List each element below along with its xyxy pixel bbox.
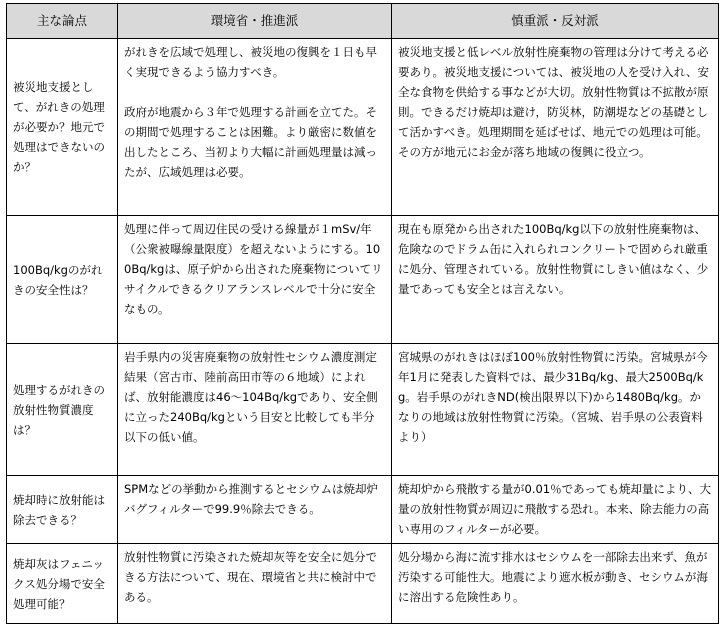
con-cell [392, 476, 719, 544]
topic-cell: 被災地支援として、がれきの処理が必要か？地元で処理はできないのか？ [7, 39, 118, 216]
header-con: 慎重派・反対派 [392, 4, 719, 39]
con-cell [392, 216, 719, 344]
topic-cell: 焼却灰はフェニックス処分場で安全処理可能？ [7, 544, 118, 624]
con-paragraph: 現在も原発から出された100Bq/kg以下の放射性廃棄物は、危険なのでドラム缶に入れられコンクリートで固められ厳重に処分、管理されている。放射性物質にしきい値はなく、少量であっても安全とは言えない。 [398, 222, 709, 296]
pro-cell [118, 39, 392, 216]
pro-paragraph: SPMなどの挙動から推測するとセシウムは焼却炉バグフィルターで99.9％除去できる。 [124, 482, 379, 516]
pro-paragraph: 放射性物質に汚染された焼却灰等を安全に処分できる方法について、現在、環境省と共に検討中である。 [124, 550, 377, 604]
table-row [7, 476, 719, 544]
pro-cell [118, 476, 392, 544]
table-header-row [7, 4, 719, 39]
topic-cell: 処理するがれきの放射性物質濃度は？ [7, 344, 118, 476]
con-paragraph: 焼却炉から飛散する量が0.01％であっても焼却量により、大量の放射性物質が周辺に飛散する恐れ。本来、除去能力の高い専用のフィルターが必要。 [398, 482, 711, 536]
header-pro: 環境省・推進派 [118, 4, 392, 39]
con-cell [392, 544, 719, 624]
table-row [7, 544, 719, 624]
con-paragraph: 被災地支援と低レベル放射性廃棄物の管理は分けて考える必要あり。被災地支援については、被災地の人を受け入れ、安全な食物を供給する事などが大切。放射性物質は不拡散が原則。できるだけ焼却は避け，防災林，防潮堤などの基礎として活かすべき。処理期間を延ばせば、地元での処理は可能。その方が地元にお金が落ち地域の復興に役立つ。 [398, 45, 709, 159]
pro-paragraph: 岩手県内の災害廃棄物の放射性セシウム濃度測定結果（宮古市、陸前高田市等の６地域）によれば、放射能濃度は46～104Bq/kgであり、安全側に立った240Bq/kgという目安と比較しても半分以下の低い値。 [124, 350, 378, 444]
pro-cell [118, 216, 392, 344]
pro-cell [118, 344, 392, 476]
con-cell [392, 39, 719, 216]
pro-paragraph: がれきを広域で処理し、被災地の復興を１日も早く実現できるよう協力すべき。 [124, 45, 377, 79]
con-cell [392, 344, 719, 476]
table-row [7, 344, 719, 476]
con-paragraph: 宮城県のがれきはほぼ100％放射性物質に汚染。宮城県が今年1月に発表した資料では、最少31Bq/kg、最大2500Bq/kg。岩手県のがれきND(検出限界以下)から1480Bq/kg。かなりの地域は放射性物質に汚染。（宮城、岩手県の公表資料より） [398, 350, 708, 444]
pro-paragraph: 政府が地震から３年で処理する計画を立てた。その期間で処理することは困難。より厳密に数値を出したところ、当初より大幅に計画処理量は減ったが、広域処理は必要。 [124, 105, 377, 179]
header-topic: 主な論点 [7, 4, 118, 39]
pro-paragraph: 処理に伴って周辺住民の受ける線量が１mSv/年（公衆被曝線量限度）を超えないようにする。100Bq/kgは、原子炉から出された廃棄物についてリサイクルできるクリアランスレベルで十分に安全なもの。 [124, 222, 383, 316]
topic-cell: 100Bq/kgのがれきの安全性は？ [7, 216, 118, 344]
pro-cell [118, 544, 392, 624]
debate-table-container [6, 3, 718, 624]
con-paragraph: 処分場から海に流す排水はセシウムを一部除去出来ず、魚が汚染する可能性大。地震により遮水板が動き、セシウムが海に溶出する危険性あり。 [398, 550, 708, 604]
table-row [7, 216, 719, 344]
debate-table [6, 3, 719, 624]
topic-cell: 焼却時に放射能は除去できる？ [7, 476, 118, 544]
table-row [7, 39, 719, 216]
